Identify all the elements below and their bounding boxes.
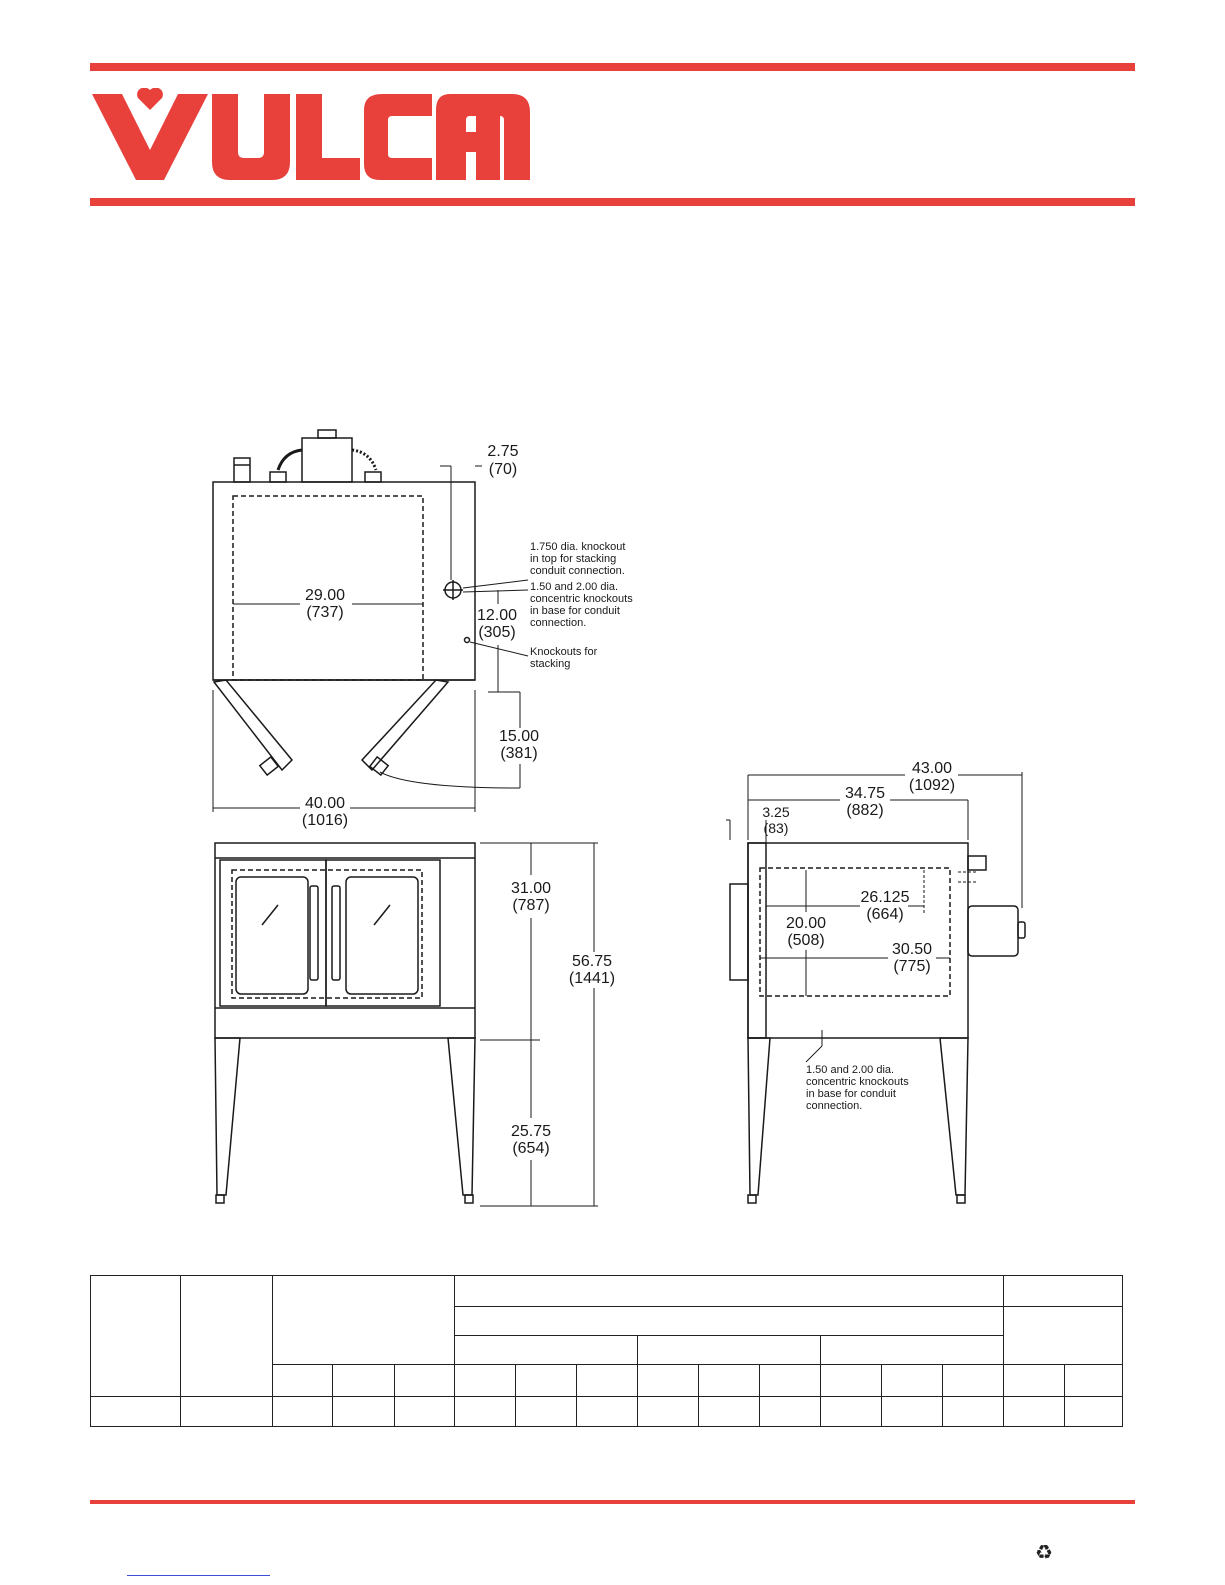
table-cell bbox=[821, 1397, 882, 1427]
top-note-base-knockouts-2: concentric knockouts bbox=[530, 593, 633, 605]
top-dim-legs-in: 15.00 bbox=[498, 728, 540, 745]
side-dim-height-mm: (508) bbox=[787, 932, 825, 949]
side-dim-overall-in: 43.00 bbox=[911, 760, 953, 777]
side-view-door-handle bbox=[730, 884, 748, 980]
side-dim-door-in: 3.25 bbox=[762, 804, 790, 820]
table-cell bbox=[638, 1336, 821, 1365]
top-dim-knockout-offset-in: 2.75 bbox=[487, 443, 519, 460]
top-view-motor bbox=[302, 438, 352, 482]
table-cell bbox=[395, 1365, 455, 1397]
top-dim-width-mm: (1016) bbox=[301, 812, 349, 829]
table-cell bbox=[577, 1365, 638, 1397]
table-cell bbox=[395, 1397, 455, 1427]
side-dim-inner-depth-in: 30.50 bbox=[891, 941, 933, 958]
table-cell bbox=[91, 1276, 181, 1397]
top-dim-inner-in: 29.00 bbox=[304, 587, 346, 604]
top-note-top-knockout-2: in top for stacking bbox=[530, 553, 617, 565]
side-dim-door-mm: (83) bbox=[763, 820, 789, 836]
front-dim-upper-mm: (787) bbox=[512, 897, 550, 914]
side-dim-overall-mm: (1092) bbox=[908, 777, 956, 794]
side-dim-depth-mm: (664) bbox=[866, 906, 904, 923]
table-cell bbox=[333, 1365, 395, 1397]
table-cell bbox=[1004, 1307, 1123, 1365]
table-cell bbox=[821, 1365, 882, 1397]
table-cell bbox=[1004, 1276, 1123, 1307]
top-dim-width-in: 40.00 bbox=[304, 795, 346, 812]
recycle-icon: ♻ bbox=[1035, 1540, 1053, 1564]
top-note-stacking-1: Knockouts for bbox=[530, 646, 598, 658]
side-note-base-knockouts-1: 1.50 and 2.00 dia. bbox=[806, 1064, 895, 1076]
side-dim-body-mm: (882) bbox=[846, 802, 884, 819]
side-dim-depth-in: 26.125 bbox=[860, 889, 910, 906]
front-dim-total-in: 56.75 bbox=[571, 953, 613, 970]
table-cell bbox=[333, 1397, 395, 1427]
footer-link[interactable] bbox=[127, 1575, 270, 1576]
table-cell bbox=[943, 1365, 1004, 1397]
table-cell bbox=[455, 1397, 516, 1427]
table-cell bbox=[516, 1365, 577, 1397]
front-right-door bbox=[326, 860, 440, 1006]
table-cell bbox=[699, 1397, 760, 1427]
front-dim-lower-in: 25.75 bbox=[510, 1123, 552, 1140]
top-dim-stack-mm: (305) bbox=[478, 624, 516, 641]
top-note-base-knockouts-4: connection. bbox=[530, 617, 587, 629]
table-cell bbox=[455, 1336, 638, 1365]
table-cell bbox=[821, 1336, 1004, 1365]
table-row bbox=[91, 1276, 1123, 1307]
side-note-base-knockouts-2: concentric knockouts bbox=[806, 1076, 909, 1088]
table-cell bbox=[1004, 1365, 1065, 1397]
table-cell bbox=[882, 1397, 943, 1427]
table-cell bbox=[516, 1397, 577, 1427]
table-cell bbox=[273, 1365, 333, 1397]
top-dim-inner-mm: (737) bbox=[306, 604, 344, 621]
table-cell bbox=[1065, 1397, 1123, 1427]
table-cell bbox=[638, 1397, 699, 1427]
table-cell bbox=[91, 1397, 181, 1427]
table-cell bbox=[882, 1365, 943, 1397]
side-note-base-knockouts-3: in base for conduit bbox=[806, 1088, 896, 1100]
table-cell bbox=[699, 1365, 760, 1397]
top-note-top-knockout-3: conduit connection. bbox=[530, 565, 625, 577]
table-cell bbox=[943, 1397, 1004, 1427]
side-view-motor bbox=[968, 906, 1018, 956]
top-dim-knockout-offset-mm: (70) bbox=[488, 461, 518, 478]
spec-table bbox=[90, 1275, 1123, 1427]
top-note-stacking-2: stacking bbox=[530, 658, 571, 670]
top-note-base-knockouts-1: 1.50 and 2.00 dia. bbox=[530, 581, 619, 593]
table-cell bbox=[455, 1276, 1004, 1307]
side-dim-height-in: 20.00 bbox=[785, 915, 827, 932]
table-cell bbox=[1065, 1365, 1123, 1397]
table-cell bbox=[1004, 1397, 1065, 1427]
front-dim-total-mm: (1441) bbox=[568, 970, 616, 987]
top-dim-stack-in: 12.00 bbox=[476, 607, 518, 624]
table-cell bbox=[273, 1397, 333, 1427]
side-view-body bbox=[748, 843, 968, 1038]
table-cell bbox=[638, 1365, 699, 1397]
top-note-top-knockout-1: 1.750 dia. knockout bbox=[530, 541, 626, 553]
side-dim-inner-depth-mm: (775) bbox=[893, 958, 931, 975]
table-cell bbox=[455, 1365, 516, 1397]
bottom-rule bbox=[90, 1500, 1135, 1504]
top-view-body bbox=[213, 482, 475, 680]
table-cell bbox=[273, 1276, 455, 1365]
table-cell bbox=[760, 1397, 821, 1427]
front-dim-lower-mm: (654) bbox=[512, 1140, 550, 1157]
side-note-base-knockouts-4: connection. bbox=[806, 1100, 863, 1112]
top-dim-legs-mm: (381) bbox=[500, 745, 538, 762]
top-note-base-knockouts-3: in base for conduit bbox=[530, 605, 620, 617]
top-view-vent bbox=[234, 458, 250, 482]
table-cell bbox=[181, 1397, 273, 1427]
table-cell bbox=[181, 1276, 273, 1397]
table-cell bbox=[760, 1365, 821, 1397]
table-cell bbox=[577, 1397, 638, 1427]
table-cell bbox=[455, 1307, 1004, 1336]
front-dim-upper-in: 31.00 bbox=[510, 880, 552, 897]
table-row bbox=[91, 1397, 1123, 1427]
side-dim-body-in: 34.75 bbox=[844, 785, 886, 802]
